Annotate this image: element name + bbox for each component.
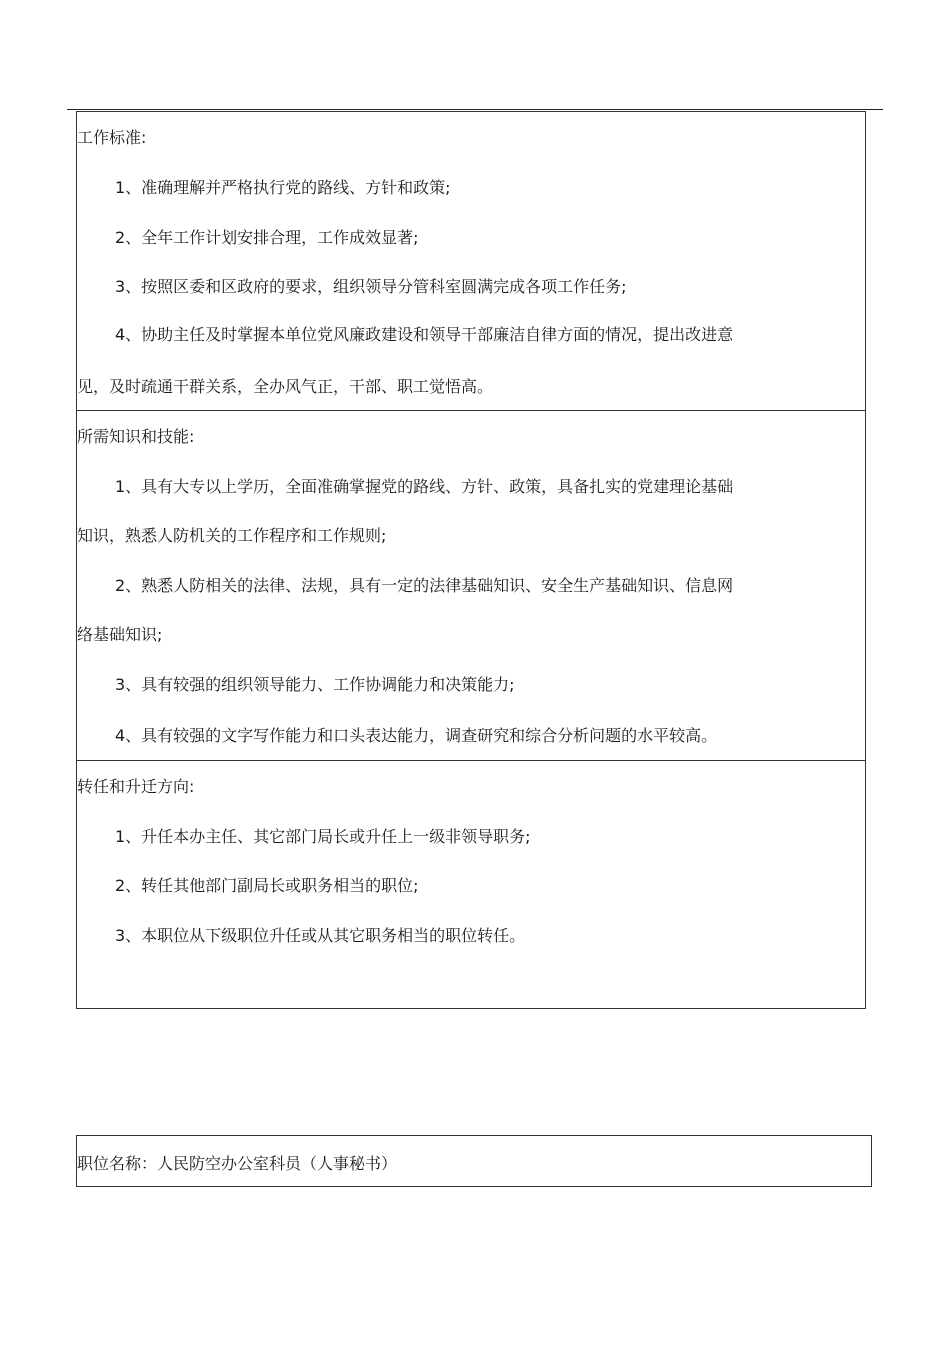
list-item: 1、具有大专以上学历，全面准确掌握党的路线、方针、政策，具备扎实的党建理论基础 [115, 477, 734, 496]
section-work-standards [77, 112, 865, 411]
section-heading: 工作标准: [77, 128, 147, 147]
list-item-continuation: 见，及时疏通干群关系，全办风气正，干部、职工觉悟高。 [77, 377, 494, 396]
job-description-table [76, 111, 866, 1009]
section-knowledge-skills [77, 411, 865, 761]
list-item: 2、转任其他部门副局长或职务相当的职位; [115, 876, 419, 895]
section-career-path [77, 761, 865, 1008]
list-item-continuation: 知识，熟悉人防机关的工作程序和工作规则; [77, 526, 387, 545]
list-item-continuation: 络基础知识; [77, 625, 163, 644]
list-item: 2、熟悉人防相关的法律、法规，具有一定的法律基础知识、安全生产基础知识、信息网 [115, 576, 734, 595]
list-item: 1、准确理解并严格执行党的路线、方针和政策; [115, 178, 451, 197]
list-item: 4、具有较强的文字写作能力和口头表达能力，调查研究和综合分析问题的水平较高。 [115, 726, 718, 745]
list-item: 4、协助主任及时掌握本单位党风廉政建设和领导干部廉洁自律方面的情况，提出改进意 [115, 325, 734, 344]
top-rule [67, 109, 883, 110]
list-item: 2、全年工作计划安排合理，工作成效显著; [115, 228, 419, 247]
list-item: 3、具有较强的组织领导能力、工作协调能力和决策能力; [115, 675, 515, 694]
list-item: 3、按照区委和区政府的要求，组织领导分管科室圆满完成各项工作任务; [115, 277, 627, 296]
position-title-box [76, 1135, 872, 1187]
position-title: 职位名称：人民防空办公室科员（人事秘书） [77, 1154, 398, 1173]
section-heading: 转任和升迁方向: [77, 777, 195, 796]
list-item: 1、升任本办主任、其它部门局长或升任上一级非领导职务; [115, 827, 531, 846]
list-item: 3、本职位从下级职位升任或从其它职务相当的职位转任。 [115, 926, 526, 945]
section-heading: 所需知识和技能: [77, 427, 195, 446]
